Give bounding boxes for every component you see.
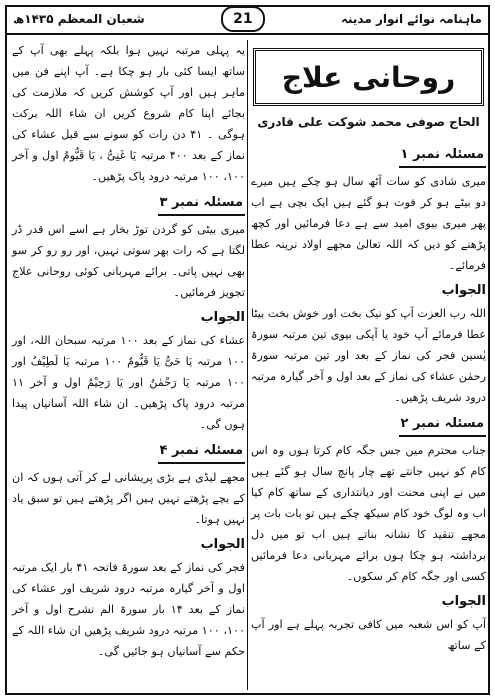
question-text-2: جناب محترم میں جس جگہ کام کرتا ہوں وہ اس کام کو نہیں جانتے تھے چار پانچ سال ہو گئے ہیں میں نے اپنی محنت اور دیانتداری کے ساتھ کام کیا اب وہ لوگ خود کام سیکھ چکے ہیں تو بات بات پر مجھے تنقید کا نشانہ بناتے ہیں اب تو میں دل برداشتہ ہو چکا ہوں برائے مہربانی دعا فرمائیں کسی اور جگہ کام کر سکوں۔	[251, 444, 486, 583]
article-title: روحانی علاج	[253, 48, 484, 106]
question-heading-1: مسئلہ نمبر ۱	[399, 145, 487, 168]
page-header	[5, 5, 490, 35]
answer-text-3: عشاء کی نماز کے بعد ۱۰۰ مرتبہ سبحان اللہ، اور ۱۰۰ مرتبہ یَا حَیُّ یَا قَیُّومُ ۱۰۰ مرتبہ یَا لَطِیْفُ اور ۱۰۰ مرتبہ یَا رَحْمٰنُ اور یَا رَحِیْمُ اول و آخر ۱۱ مرتبہ درود پاک پڑھیں۔ ان شاء اللہ آسانیاں پیدا ہوں گی۔	[12, 334, 246, 431]
answer-heading-3: الجواب	[200, 310, 245, 325]
question-text-4: مجھے لیڈی ہے بڑی پریشانی لے کر آتی ہوں کہ ان کے بچے پڑھتے نہیں ہیں اگر پڑھتے ہیں تو سبق یاد نہیں ہوتا۔	[12, 471, 245, 526]
question-text-1: میری شادی کو سات آٹھ سال ہو چکے ہیں میرے دو بیٹے ہو کر فوت ہو گئے ہیں ایک بچی ہے اب پھر میری بیوی امید سے ہے دعا فرمائیں اور کچھ پڑھنے کو دیں کہ اللہ تعالیٰ مجھے اولاد نرینہ عطا فرمائے۔	[251, 175, 486, 272]
page-number: 21	[221, 6, 265, 32]
issue-date: شعبان المعظم ۱۴۳۵ھ	[13, 12, 145, 26]
answer-heading-4: الجواب	[200, 537, 245, 552]
left-column	[12, 40, 245, 662]
answer-heading-2: الجواب	[441, 594, 486, 609]
answer-text-1: اللہ رب العزت آپ کو نیک بخت اور خوش بخت بیٹا عطا فرمائے آپ خود یا آپکی بیوی تین مرتبہ سورۃ یٰسین فجر کی نماز کے بعد اور تین مرتبہ سورۃ رحمٰن عشاء کی نماز کے بعد اول و آخر گیارہ مرتبہ درود شریف پڑھیں۔	[250, 307, 486, 404]
article-author: الحاج صوفی محمد شوکت علی قادری	[257, 115, 480, 129]
answer-text-4: فجر کی نماز کے بعد سورۃ فاتحہ ۴۱ بار ایک مرتبہ اول و آخر گیارہ مرتبہ درود شریف اور عشاء کی نماز کے بعد ۱۴ بار سورۃ الم نشرح اول و آخر ۱۰۰، ۱۰۰ مرتبہ درود شریف پڑھیں ان شاء اللہ کے حکم سے آسانیاں ہو جائیں گی۔	[11, 561, 245, 658]
column-divider	[247, 40, 248, 690]
question-text-3: میری بیٹی کو گردن توڑ بخار ہے اسے اس قدر ڈر لگتا ہے کہ رات بھر سوتی نہیں، اور رو رو کر سو بھی نہیں پاتی۔ برائے مہربانی کوئی روحانی علاج تجویز فرمائیں۔	[12, 223, 245, 299]
continued-text: یہ پہلی مرتبہ نہیں ہوا بلکہ پہلے بھی آپ کے ساتھ ایسا کئی بار ہو چکا ہے۔ آپ اپنے فن میں ماہر ہیں اور آپ کوشش کریں کہ ملازمت کی بجائے اپنا کام شروع کریں ان شاء اللہ برکت ہوگی ۔ ۴۱ دن رات کو سونے سے قبل عشاء کی نماز کے بعد ۴۰۰ مرتبہ یَا غَنِیُّ ، یَا قَیُّومُ اول و آخر ۱۰۰، ۱۰۰ مرتبہ درود پاک پڑھیں۔	[12, 44, 246, 183]
question-heading-4: مسئلہ نمبر ۴	[158, 441, 246, 464]
right-column	[251, 40, 486, 656]
answer-text-2: آپ کو اس شعبہ میں کافی تجربہ پہلے ہے اور آپ کے ساتھ	[251, 618, 486, 652]
magazine-title: ماہنامہ نوائے انوار مدینہ	[340, 12, 482, 26]
question-heading-2: مسئلہ نمبر ۲	[399, 414, 487, 437]
question-heading-3: مسئلہ نمبر ۳	[158, 193, 246, 216]
answer-heading-1: الجواب	[441, 283, 486, 298]
